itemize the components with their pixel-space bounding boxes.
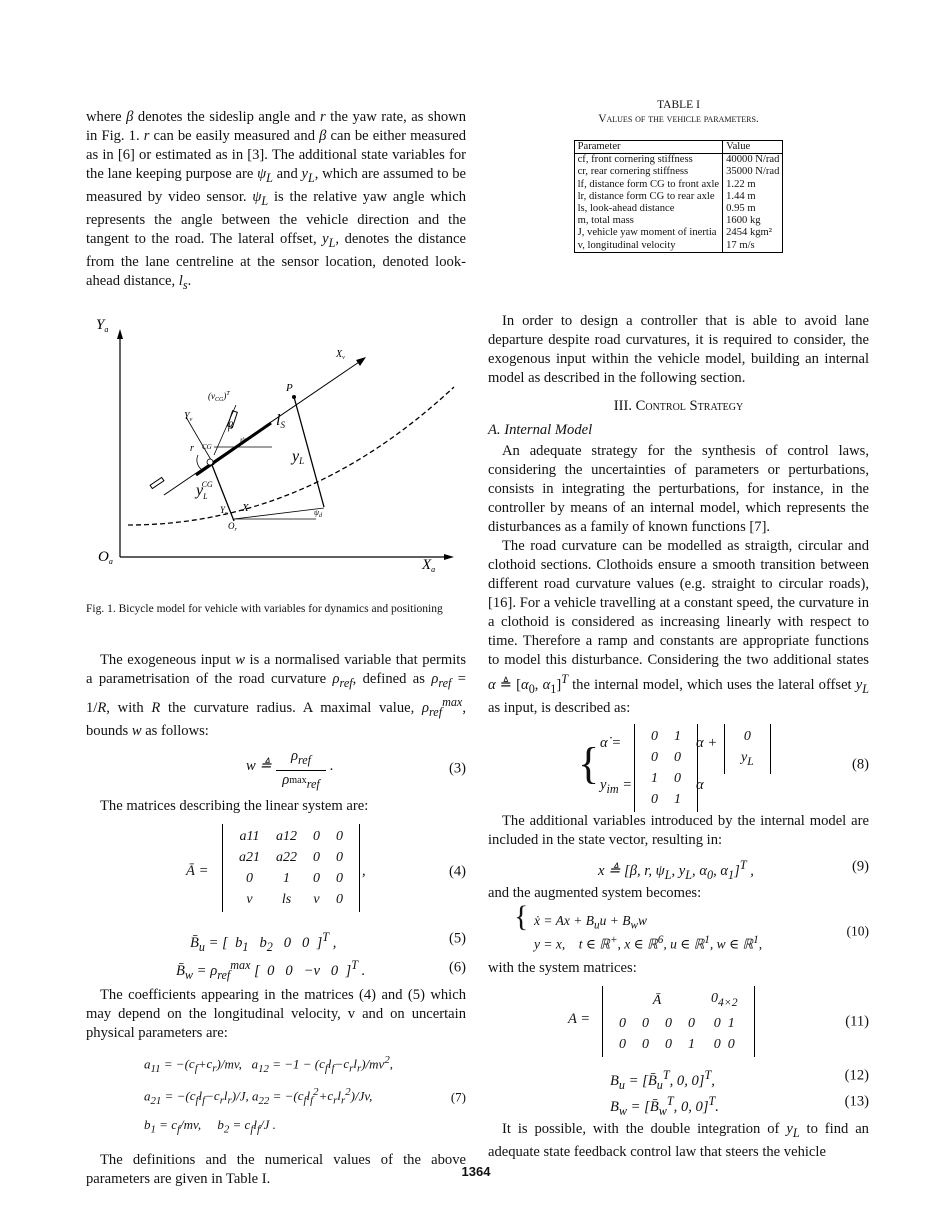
fig-label-yl: yL [292,448,305,466]
table-cell: 35000 N/rad [723,166,783,178]
fig-label-psid: $\psi_d$ [314,508,322,519]
table-row [574,179,783,191]
para-strategy: An adequate strategy for the synthesis of control laws, considering the uncertainties of parameters or perturbations, consists in integrating the perturbations, for instance, in the controller by means of an internal model, which represents the disturbances as a family of known functions [7]. [488,443,869,535]
table-title: TABLE I [657,99,700,111]
matrix-cell: a22 [276,849,297,865]
equation-8: { α̇ = 0 1 0 0 α + 0 $y_L$ $y_{im}$ = 1 0 0 1 α (8) [488,724,869,806]
matrix-cell: a12 [276,828,297,844]
fig-label-p: P [286,382,293,394]
table-cell: lf, distance form CG to front axle [574,179,723,191]
section-title: III. Control Strategy [613,398,744,414]
equation-5: $B̄_u$ = [ $b_1$ $b_2$ 0 0 ]$^T$ , (5) [190,929,466,954]
equation-3: w ≜ $\rho_{ref}$ $\rho_{^{max}ref}$ . (3) [246,747,466,791]
matrix-cell: 0 [246,870,253,886]
matrix-cell: a11 [239,828,260,844]
table-cell: 17 m/s [723,240,783,253]
right-column-body [488,312,869,1162]
fig-label-yr: $Y_r$ [220,505,228,517]
matrix-cell: ls [281,891,292,907]
subsection-title: A. Internal Model [488,422,593,438]
matrix-cell: v [246,891,253,907]
fig-label-yv: $Y_v$ [184,411,193,423]
table-row [574,203,783,215]
matrix-cell: 0 [336,870,343,886]
matrix-cell: 0 [313,870,320,886]
equation-4: Ā = a11 a12 0 0 a21 a22 0 0 0 1 0 0 v ls v 0 , (4) [86,822,466,922]
para-curvature: The road curvature can be modelled as straigth, circular and clothoid sections. Clothoids ensure a smooth transition between different road curvature values (e.g. straight to circular roads), [16]. For a vehicle travelling at a constant speed, the curvature in a clothoid is considered as increasing linearly with respect to time. Therefore a ramp and constants are appropriate functions to model this disturbance. Considering the two additional states α ≜ [$\alpha_0$, $\alpha_1]^T$ the internal model, which uses the lateral offset $y_L$ as input, is described as: [488,538,869,716]
equation-12: $B_u$ = [$B̄_u^T$, 0, 0]$^T$, (12) [610,1067,869,1092]
fig-label-r: r [190,443,194,454]
table-cell: 1.22 m [723,179,783,191]
table-cell: J, vehicle yaw moment of inertia [574,227,723,239]
table-cell: cf, front cornering stiffness [574,154,723,167]
page-number: 1364 [461,1164,491,1179]
table-cell: lr, distance form CG to rear axle [574,191,723,203]
table-cell: cr, rear cornering stiffness [574,166,723,178]
para-additional: The additional variables introduced by the internal model are included in the state vector, resulting in: [488,812,869,848]
matrix-row [231,889,351,910]
fig-label-oa: $O_a$ [98,549,113,566]
matrix-row [231,826,351,847]
table-header-cell: Value [723,141,783,154]
para-intro: In order to design a controller that is able to avoid lane departure despite road curvatures, it is required to consider, the exogenous input within the vehicle model, building an internal model as described in the following section. [488,313,869,386]
table-header-row [574,141,783,154]
fig-label-vcg: $(v_{CG})^T$ [208,391,230,403]
table-cell: 1600 kg [723,215,783,227]
fig-label-yl-cg: $y_LCG$ [196,480,213,501]
table-cell: 1.44 m [723,191,783,203]
fig-label-xa: $X_a$ [422,557,436,574]
equation-9: x ≜ [β, r, $\psi_L$, $y_L$, $\alpha_0$, $\alpha_1]^T$ , (9) [598,857,869,882]
table-cell: m, total mass [574,215,723,227]
matrix-cell: 1 [283,870,290,886]
left-column-top [86,108,466,295]
para-augmented: and the augmented system becomes: [488,884,702,901]
bicycle-model-figure [86,305,466,590]
vehicle-parameters-table [574,140,784,253]
figure-caption: Fig. 1. Bicycle model for vehicle with variables for dynamics and positioning [86,603,443,615]
para-final: It is possible, with the double integration of $y_L$ to find an adequate state feedback control law that steers the vehicle [488,1120,869,1160]
table-subtitle: Values of the vehicle parameters. [598,113,759,125]
fig-label-beta: β [228,421,233,432]
equation-10: { ẋ = $Ax + B_uu + B_ww$ y = x, t ∈ ℝ+, x ∈ ℝ$^6$, u ∈ ℝ$^1$, w ∈ ℝ$^1$, (10) [514,899,869,952]
matrix-cell: 0 [313,849,320,865]
matrix-row [231,868,351,889]
fig-label-ya: $Y_a$ [96,317,109,334]
equation-7: $a_{11} = -(c_f+c_r)/mv$, $a_{12} = -1 - (c_fl_f-c_rl_r)/mv^2$, $a_{21} = -(c_fl_f-c_rl_r)/J$, $a_{22} = -(c_fl_f^2+c_rl_r^2)/Jv$, $b_1 = c_f/mv$, $b_2 = c_fl_f/J$ . (7) [144,1053,466,1136]
table-row [574,154,783,167]
matrix-cell: 0 [313,828,320,844]
table-block [488,98,869,253]
fig-label-x: X [242,502,249,514]
equation-11: A = Ā $0_{4\times 2}$ 0 0 0 0 0 1 0 0 0 1 0 0 (11) [488,984,869,1060]
para-exogenous: The exogeneous input w is a normalised variable that permits a parametrisation of the road curvature $\rho_{ref}$, defined as $\rho_{ref} = 1/R$, with R the curvature radius. A maximal value, $\rho_{ref}^{max}$, bounds w as follows: [86,652,467,739]
matrix-cell: a21 [239,849,260,865]
matrix-cell: 0 [336,849,343,865]
equation-6: $B̄_w = \rho_{ref}^{max}$ [ 0 0 −v 0 ]$^T$ . (6) [176,957,466,982]
para-withmatrices: with the system matrices: [488,959,637,976]
table-row [574,166,783,178]
matrix-cell: 0 [336,828,343,844]
para-definitions: The definitions and the numerical values of the above parameters are given in Table I. [86,1151,466,1187]
table-cell: v, longitudinal velocity [574,240,723,253]
matrix-row [231,847,351,868]
table-row [574,240,783,253]
fig-label-cg: CG [202,443,212,451]
left-column-bottom [86,651,466,1189]
fig-label-ls: lS [276,412,285,430]
fig-label-xv: $X_v$ [336,349,345,361]
table-cell: 40000 N/rad [723,154,783,167]
table-cell: ls, look-ahead distance [574,203,723,215]
table-row [574,227,783,239]
table-cell: 0.95 m [723,203,783,215]
matrix-cell: v [313,891,320,907]
table-row [574,191,783,203]
para-coeffs: The coefficients appearing in the matrices (4) and (5) which may depend on the longitudinal velocity, v and on uncertain physical parameters are: [86,986,466,1041]
table-cell: 2454 kgm² [723,227,783,239]
matrix-a-bar [231,826,351,910]
fig-label-or: $O_r$ [228,521,237,533]
equation-13: $B_w$ = [$B̄_w^T$, 0, 0]$^T$. (13) [610,1093,869,1118]
table-row [574,215,783,227]
intro-paragraph: where β denotes the sideslip angle and r the yaw rate, as shown in Fig. 1. r can be easily measured and β can be either measured as in [6] or estimated as in [3]. The additional state variables for the lane keeping purpose are $\psi_L$ and $y_L$, which are assumed to be measured by video sensor. $\psi_L$ is the relative yaw angle which represents the angle between the vehicle direction and the tangent to the road. The lateral offset, $y_L$, denotes the distance from the lane centreline at the sensor location, denoted look-ahead distance, $l_s$. [86,109,467,292]
para-matrices: The matrices describing the linear system are: [100,797,369,814]
matrix-cell: 0 [336,891,343,907]
fig-label-psi: ψ [240,435,246,445]
table-header-cell: Parameter [574,141,723,154]
